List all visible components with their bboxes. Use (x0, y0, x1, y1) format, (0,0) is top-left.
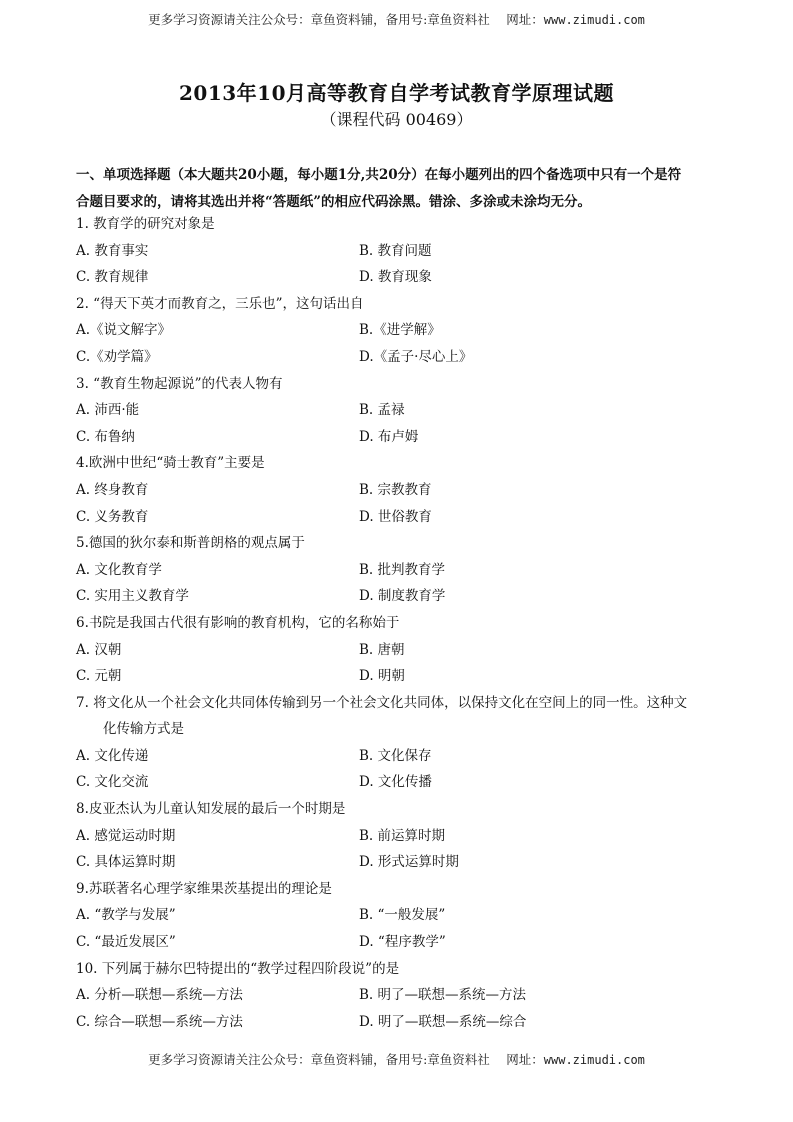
option-c: C. 实用主义教育学 (76, 588, 189, 605)
option-d: D. 世俗教育 (359, 508, 432, 525)
question-stem: 1. 教育学的研究对象是 (76, 216, 215, 232)
option-b: B. 孟禄 (359, 402, 405, 419)
option-b: B.《进学解》 (359, 322, 441, 339)
question-stem-continued: 化传输方式是 (103, 721, 184, 738)
option-b: B. 宗教教育 (359, 481, 432, 498)
exam-title: 2013年10月高等教育自学考试教育学原理试题 (179, 81, 614, 105)
question-stem: 10. 下列属于赫尔巴特提出的“教学过程四阶段说”的是 (76, 960, 400, 977)
option-c: C. 义务教育 (76, 508, 149, 525)
option-a: A. 感觉运动时期 (76, 827, 176, 844)
option-d: D. 制度教育学 (359, 588, 446, 605)
option-a: A. 终身教育 (76, 481, 149, 498)
page-header (0, 10, 793, 28)
option-d: D. 教育现象 (359, 269, 432, 286)
option-c: C.《劝学篇》 (76, 348, 158, 365)
header-text: 更多学习资源请关注公众号：章鱼资料铺，备用号:章鱼资料社 网址： (148, 12, 544, 27)
question-3 (76, 371, 726, 451)
option-a: A. “教学与发展” (76, 907, 176, 924)
option-c: C. 综合—联想—系统—方法 (76, 1013, 243, 1030)
option-b: B. “一般发展” (359, 907, 446, 924)
option-a: A. 沛西·能 (76, 402, 140, 419)
footer-text: 更多学习资源请关注公众号：章鱼资料铺，备用号:章鱼资料社 网址： (148, 1052, 544, 1067)
question-8 (76, 796, 726, 876)
section-instructions (76, 162, 726, 216)
option-c: C. 具体运算时期 (76, 854, 176, 871)
question-4 (76, 450, 726, 530)
option-a: A. 汉朝 (76, 641, 122, 658)
question-stem: 2. “得天下英才而教育之，三乐也”，这句话出自 (76, 295, 364, 312)
question-2 (76, 291, 726, 371)
option-b: B. 教育问题 (359, 242, 432, 259)
section-line-2: 合题目要求的，请将其选出并将“答题纸”的相应代码涂黑。错涂、多涂或未涂均无分。 (76, 194, 592, 210)
question-stem: 7. 将文化从一个社会文化共同体传输到另一个社会文化共同体，以保持文化在空间上的同一性。这种文 (76, 694, 688, 711)
question-stem: 4.欧洲中世纪“骑士教育”主要是 (76, 455, 265, 472)
question-stem: 8.皮亚杰认为儿童认知发展的最后一个时期是 (76, 801, 346, 818)
option-a: A. 文化教育学 (76, 561, 162, 578)
question-5 (76, 530, 726, 610)
question-stem: 5.德国的狄尔泰和斯普朗格的观点属于 (76, 535, 305, 552)
option-d: D. “程序教学” (359, 934, 446, 951)
option-c: C. “最近发展区” (76, 934, 176, 951)
question-list (76, 211, 726, 1035)
option-c: C. 文化交流 (76, 774, 149, 791)
option-a: A. 教育事实 (76, 242, 149, 259)
option-b: B. 文化保存 (359, 747, 432, 764)
option-a: A. 分析—联想—系统—方法 (76, 987, 243, 1004)
question-1 (76, 211, 726, 291)
option-b: B. 批判教育学 (359, 561, 446, 578)
option-d: D. 布卢姆 (359, 428, 419, 445)
question-stem: 6.书院是我国古代很有影响的教育机构，它的名称始于 (76, 614, 400, 631)
option-c: C. 元朝 (76, 668, 122, 685)
course-code: （课程代码 00469） (320, 110, 473, 129)
question-7 (76, 690, 726, 796)
header-url[interactable]: www.zimudi.com (543, 13, 645, 27)
option-b: B. 明了—联想—系统—方法 (359, 987, 527, 1004)
question-10 (76, 956, 726, 1036)
question-stem: 3. “教育生物起源说”的代表人物有 (76, 375, 283, 392)
footer-url[interactable]: www.zimudi.com (543, 1053, 645, 1067)
option-d: D.《孟子·尽心上》 (359, 348, 473, 365)
section-line-1: 一、单项选择题（本大题共20小题，每小题1分,共20分）在每小题列出的四个备选项中只有一个是符 (76, 167, 682, 183)
option-d: D. 形式运算时期 (359, 854, 459, 871)
option-a: A.《说文解字》 (76, 322, 172, 339)
option-a: A. 文化传递 (76, 747, 149, 764)
page-footer (0, 1050, 793, 1068)
option-d: D. 明了—联想—系统—综合 (359, 1013, 527, 1030)
option-b: B. 唐朝 (359, 641, 405, 658)
question-9 (76, 876, 726, 956)
question-stem: 9.苏联著名心理学家维果茨基提出的理论是 (76, 880, 332, 897)
option-b: B. 前运算时期 (359, 827, 446, 844)
option-c: C. 教育规律 (76, 269, 149, 286)
question-6 (76, 610, 726, 690)
option-d: D. 文化传播 (359, 774, 432, 791)
option-c: C. 布鲁纳 (76, 428, 135, 445)
option-d: D. 明朝 (359, 668, 405, 685)
